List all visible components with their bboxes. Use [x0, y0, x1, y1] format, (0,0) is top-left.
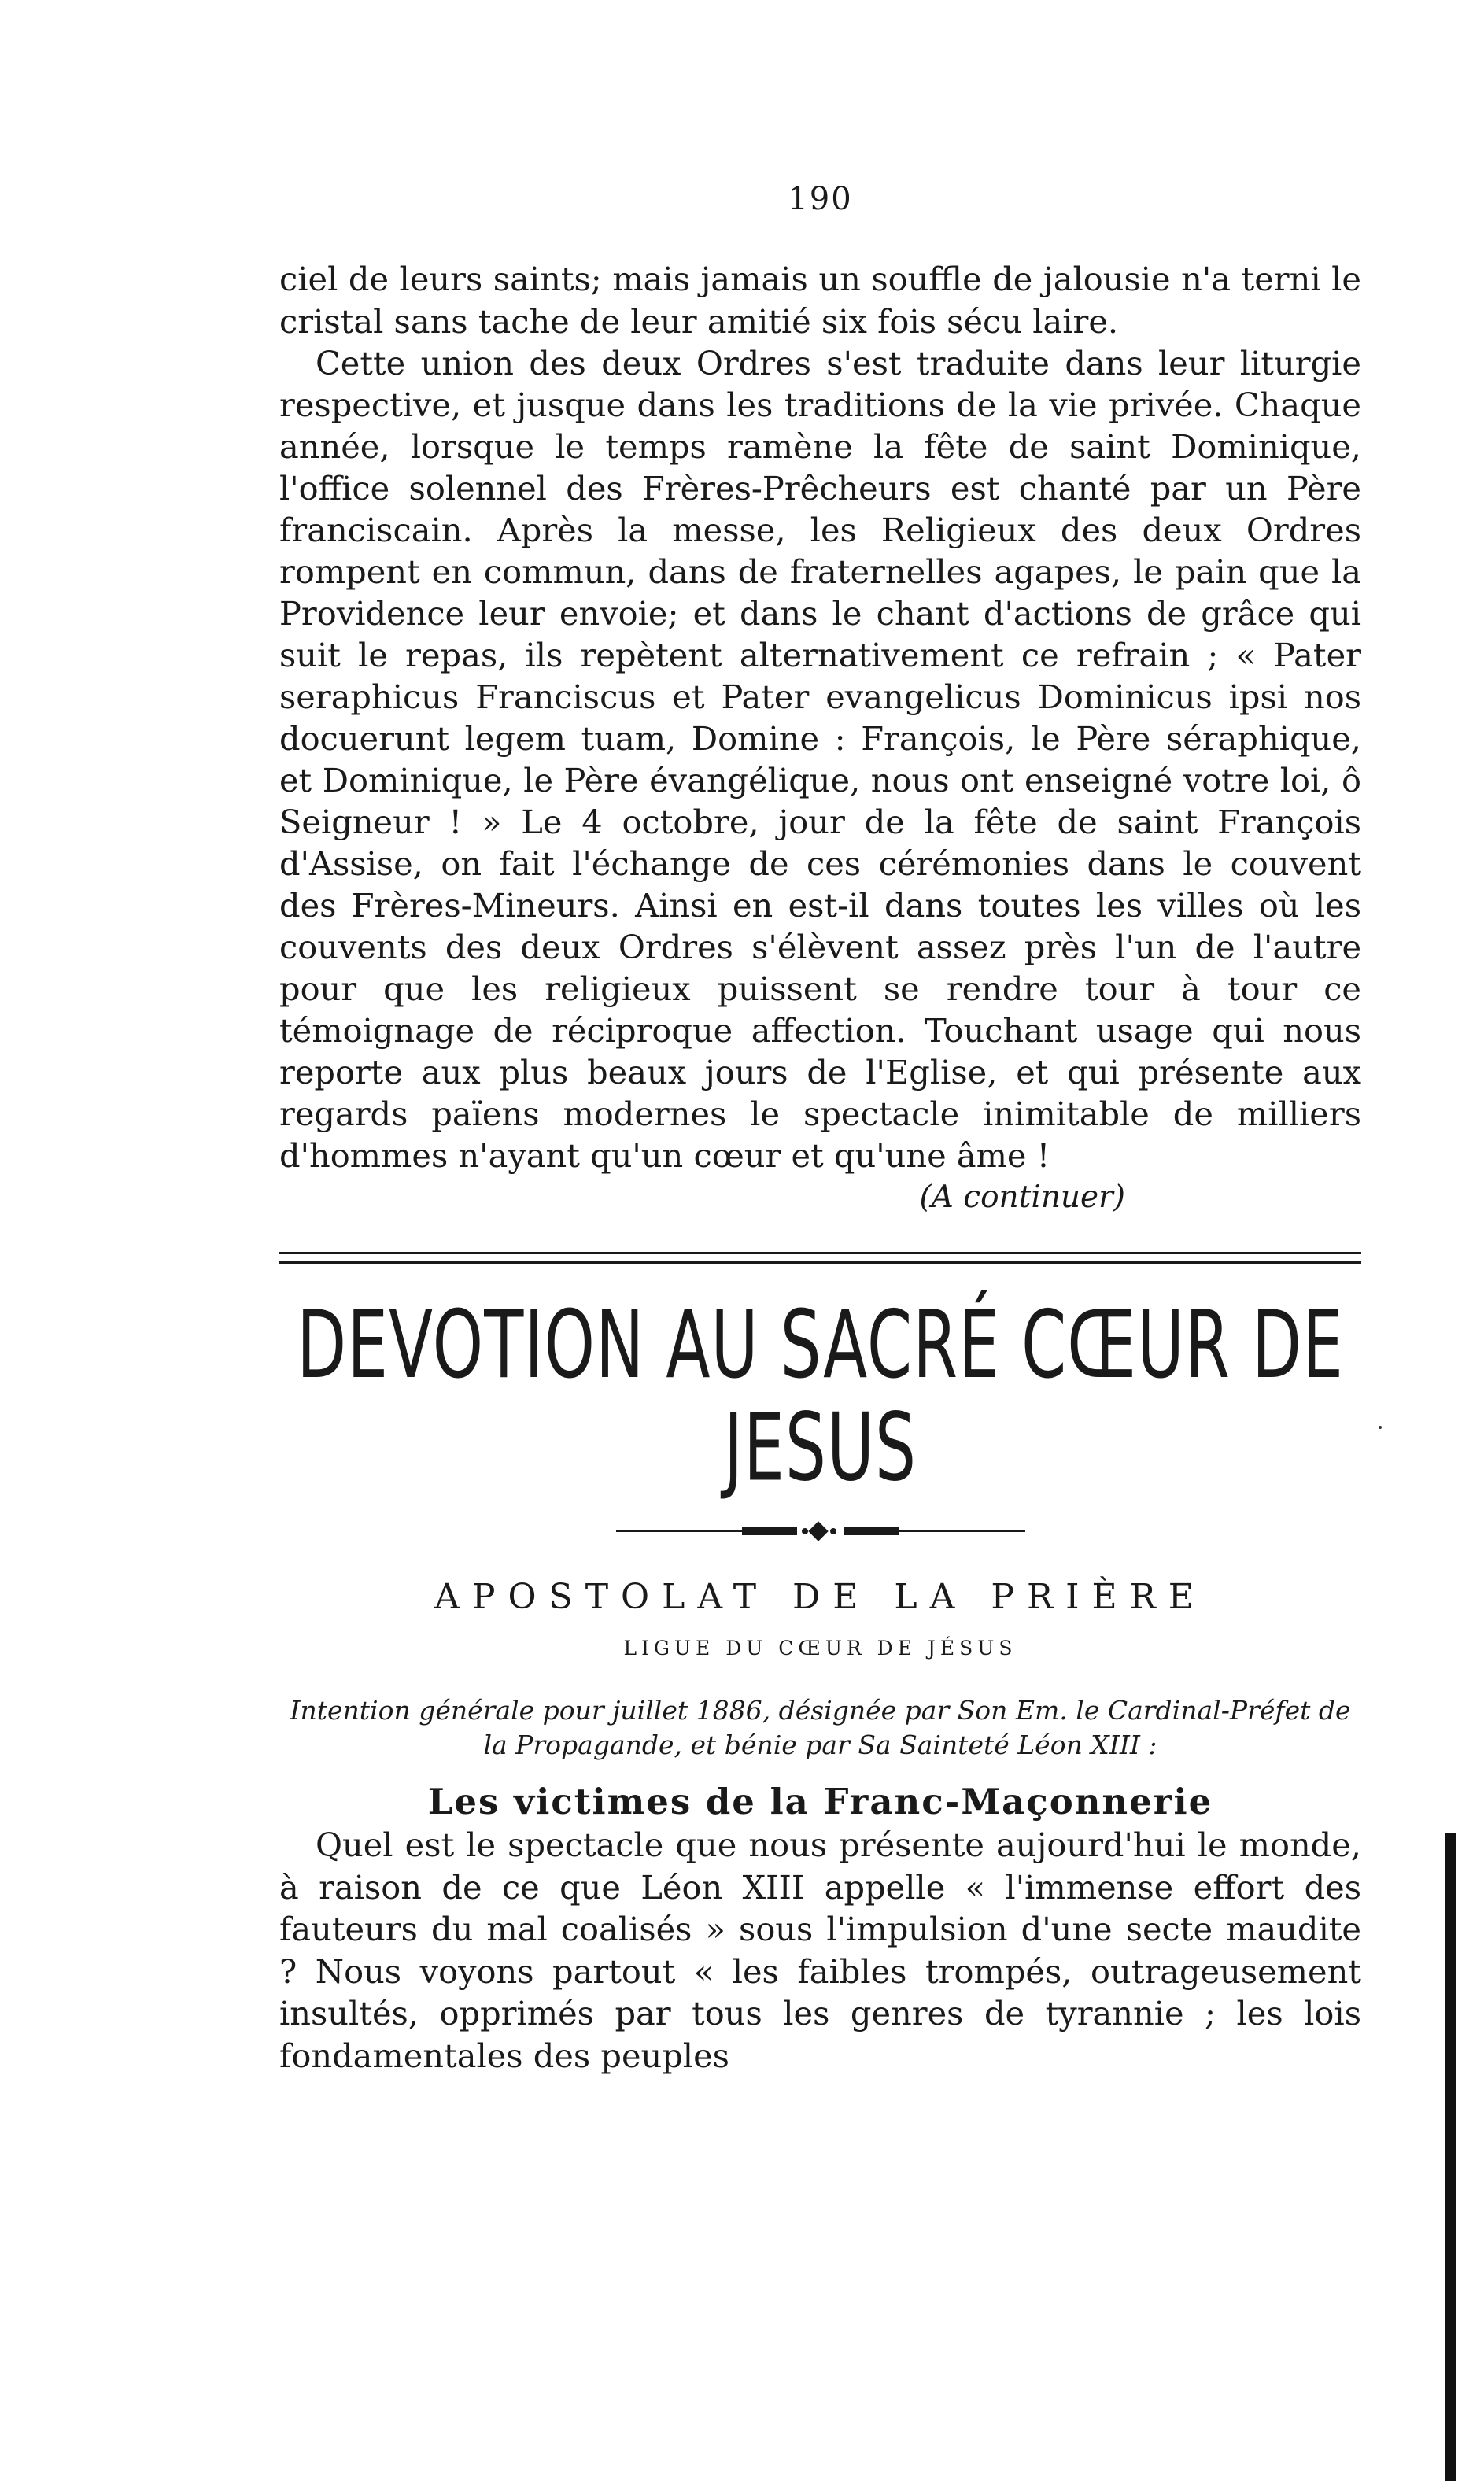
paragraph-union-ordres: Cette union des deux Ordres s'est traduite dans leur liturgie respective, et jusque dans les traditions de la vie privée. Chaque année, lorsque le temps ramène la fête de saint Dominique, l'office solennel des Frères-Prêcheurs est chanté par un Père franciscain. Après la messe, les Religieux des deux Ordres rompent en commun, dans de fraternelles agapes, le pain que la Providence leur envoie; et dans le chant d'actions de grâce qui suit le repas, ils repètent alternativement ce refrain ; « Pater seraphicus Franciscus et Pater evangelicus Dominicus ipsi nos docuerunt legem tuam, Domine : François, le Père séraphique, et Dominique, le Père évangélique, nous ont enseigné votre loi, ô Seigneur ! » Le 4 octobre, jour de la fête de saint François d'Assise, on fait l'échange de ces cérémonies dans le couvent des Frères-Mineurs. Ainsi en est-il dans toutes les villes où les couvents des deux Ordres s'élèvent assez près l'un de l'autre pour que les religieux puissent se rendre tour à tour ce témoignage de réciproque affection. Touchant usage qui nous reporte aux plus beaux jours de l'Eglise, et qui présente aux regards païens modernes le spectacle inimitable de milliers d'hommes n'ayant qu'un cœur et qu'une âme !	[279, 344, 1361, 1175]
intention-note: Intention générale pour juillet 1886, désignée par Son Em. le Cardinal-Préfet de la Propagande, et bénie par Sa Sainteté Léon XIII :	[290, 1695, 1351, 1760]
league-heading: LIGUE DU CŒUR DE JÉSUS	[623, 1637, 1017, 1660]
article-title: Les victimes de la Franc-Maçonnerie	[427, 1781, 1213, 1822]
continuation-note: (A continuer)	[919, 1180, 1125, 1215]
page-number: 190	[788, 181, 853, 217]
paragraph-spectacle: Quel est le spectacle que nous présente aujourd'hui le monde, à raison de ce que Léon XIII appelle « l'immense effort des fauteurs du mal coalisés » sous l'impulsion d'une secte maudite ? Nous voyons partout « les faibles trompés, outrageusement insultés, opprimés par tous les genres de tyrannie ; les lois fondamentales des peuples	[279, 1826, 1361, 2075]
scan-edge-mark	[1445, 1833, 1456, 2481]
scan-speck	[1379, 1426, 1382, 1429]
document-page	[279, 181, 1361, 2077]
ornament-divider-icon	[616, 1523, 1025, 1539]
section-divider	[279, 1252, 1361, 1264]
apostolat-subtitle: APOSTOLAT DE LA PRIÈRE	[434, 1577, 1206, 1617]
section-title: DEVOTION AU SACRÉ CŒUR DE JESUS	[297, 1291, 1344, 1503]
paragraph-continuation: ciel de leurs saints; mais jamais un souffle de jalousie n'a terni le cristal sans tache de leur amitié six fois sécu laire.	[279, 260, 1361, 341]
